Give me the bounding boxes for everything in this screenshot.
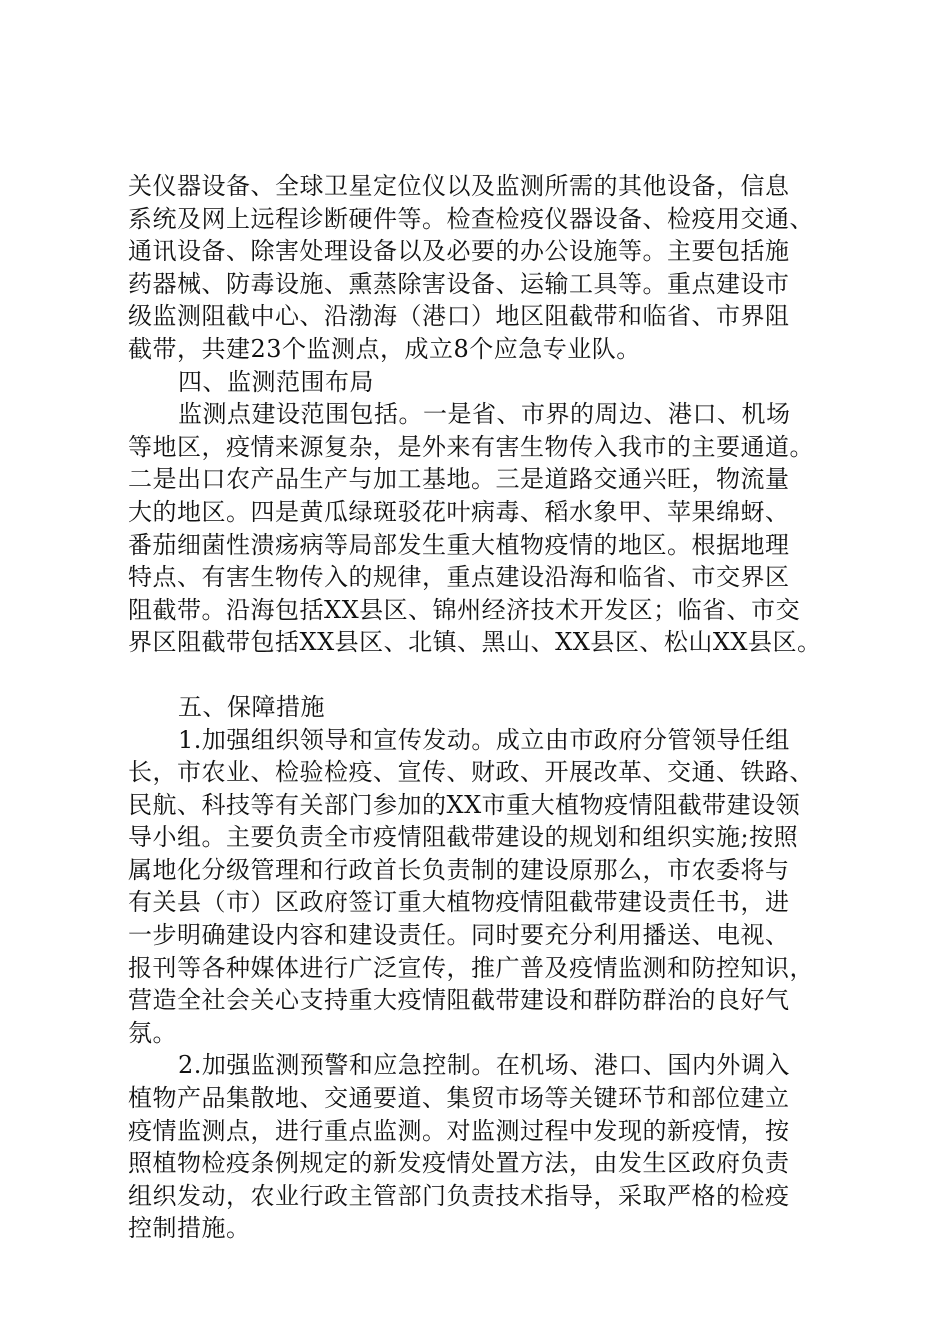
text-line: 一步明确建设内容和建设责任。同时要充分利用播送、电视、 <box>128 921 790 950</box>
text-line: 疫情监测点，进行重点监测。对监测过程中发现的新疫情，按 <box>128 1116 790 1145</box>
text-line: 长，市农业、检验检疫、宣传、财政、开展改革、交通、铁路、 <box>128 758 814 787</box>
blank-line <box>128 659 818 691</box>
paragraph-organization <box>128 724 818 1050</box>
text-line: 有关县（市）区政府签订重大植物疫情阻截带建设责任书，进 <box>128 888 790 917</box>
text-line: 导小组。主要负责全市疫情阻截带建设的规划和组织实施;按照 <box>128 823 799 852</box>
text-line: 阻截带。沿海包括XX县区、锦州经济技术开发区；临省、市交 <box>128 595 801 624</box>
text-line: 监测点建设范围包括。一是省、市界的周边、港口、机场 <box>178 400 791 429</box>
section-heading-4 <box>128 366 818 399</box>
text-line: 属地化分级管理和行政首长负责制的建设原那么，市农委将与 <box>128 855 790 884</box>
document-body <box>128 170 822 1245</box>
text-line: 通讯设备、除害处理设备以及必要的办公设施等。主要包括施 <box>128 237 790 266</box>
text-line: 等地区，疫情来源复杂，是外来有害生物传入我市的主要通道。 <box>128 432 814 461</box>
text-line: 级监测阻截中心、沿渤海（港口）地区阻截带和临省、市界阻 <box>128 302 790 331</box>
text-line: 植物产品集散地、交通要道、集贸市场等关键环节和部位建立 <box>128 1084 790 1113</box>
text-line: 组织发动，农业行政主管部门负责技术指导，采取严格的检疫 <box>128 1181 790 1210</box>
text-line: 药器械、防毒设施、熏蒸除害设备、运输工具等。重点建设市 <box>128 269 790 298</box>
section-heading-5 <box>128 691 818 724</box>
heading-text: 四、监测范围布局 <box>178 367 374 396</box>
text-line: 系统及网上远程诊断硬件等。检查检疫仪器设备、检疫用交通、 <box>128 204 814 233</box>
paragraph-monitoring-scope <box>128 398 822 659</box>
text-line: 大的地区。四是黄瓜绿斑驳花叶病毒、稻水象甲、苹果绵蚜、 <box>128 497 790 526</box>
text-line: 界区阻截带包括XX县区、北镇、黑山、XX县区、松山XX县区。 <box>128 628 822 657</box>
text-line: 营造全社会关心支持重大疫情阻截带建设和群防群治的良好气 <box>128 986 790 1015</box>
heading-text: 五、保障措施 <box>178 692 325 721</box>
text-line: 控制措施。 <box>128 1214 251 1243</box>
text-line: 截带，共建23个监测点，成立8个应急专业队。 <box>128 334 641 363</box>
text-line: 1.加强组织领导和宣传发动。成立由市政府分管领导任组 <box>178 725 790 754</box>
text-line: 报刊等各种媒体进行广泛宣传，推广普及疫情监测和防控知识， <box>128 953 814 982</box>
text-line: 民航、科技等有关部门参加的XX市重大植物疫情阻截带建设领 <box>128 790 801 819</box>
text-line: 照植物检疫条例规定的新发疫情处置方法，由发生区政府负责 <box>128 1149 790 1178</box>
text-line: 二是出口农产品生产与加工基地。三是道路交通兴旺，物流量 <box>128 465 790 494</box>
text-line: 氛。 <box>128 1018 177 1047</box>
text-line: 番茄细菌性溃疡病等局部发生重大植物疫情的地区。根据地理 <box>128 530 790 559</box>
text-line: 2.加强监测预警和应急控制。在机场、港口、国内外调入 <box>178 1051 790 1080</box>
paragraph-equipment <box>128 170 818 366</box>
paragraph-monitoring-warning <box>128 1049 818 1245</box>
text-line: 特点、有害生物传入的规律，重点建设沿海和临省、市交界区 <box>128 563 790 592</box>
text-line: 关仪器设备、全球卫星定位仪以及监测所需的其他设备，信息 <box>128 172 790 200</box>
